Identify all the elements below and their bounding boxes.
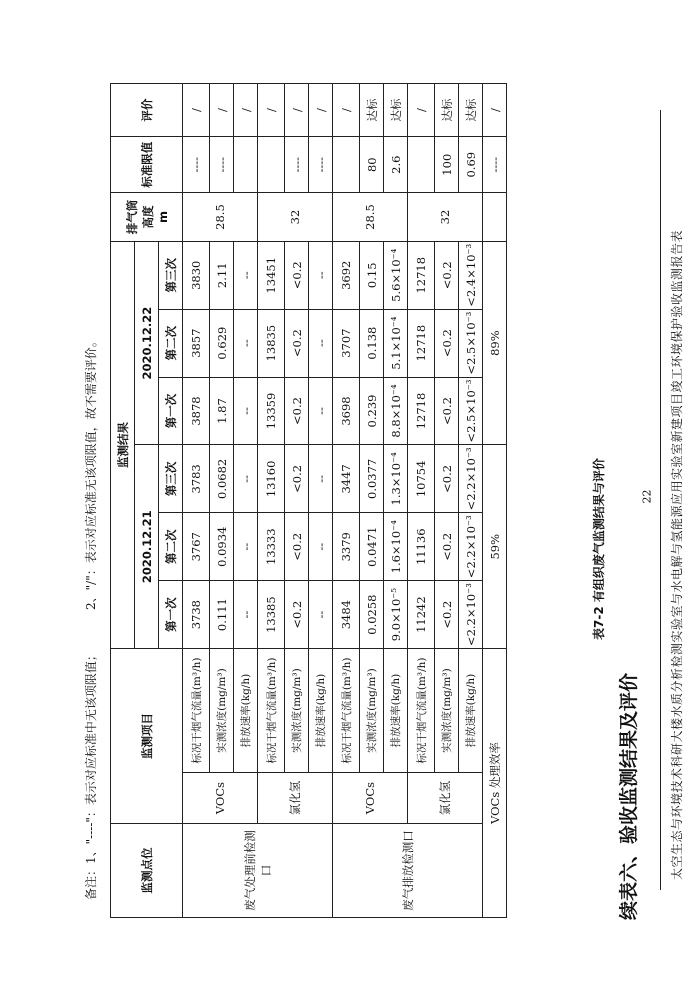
header-run: 第一次 bbox=[159, 581, 183, 649]
header-rule bbox=[660, 110, 661, 890]
header-stack-height: 排气筒高度 m bbox=[111, 193, 183, 242]
stack-height-cell: 32 bbox=[258, 193, 333, 242]
point-cell: 废气处理前检测口 bbox=[183, 824, 333, 918]
pollutant-cell: 氯化氢 bbox=[408, 773, 483, 824]
header-results: 监测结果 bbox=[111, 241, 135, 648]
stack-height-cell: 32 bbox=[408, 193, 483, 242]
pollutant-cell: VOCs bbox=[333, 773, 408, 824]
header-run: 第三次 bbox=[159, 445, 183, 513]
header-evaluation: 评价 bbox=[111, 84, 183, 137]
monitoring-table bbox=[110, 83, 507, 918]
table-caption: 表7-2 有组织废气监测结果与评价 bbox=[592, 458, 606, 640]
header-run: 第一次 bbox=[159, 377, 183, 445]
table-row: 实测浓度(mg/m³) <0.2 <0.2 <0.2 <0.2 <0.2 <0.2 ---- / bbox=[285, 84, 309, 918]
stack-height-cell: 28.5 bbox=[183, 193, 258, 242]
header-date2: 2020.12.22 bbox=[135, 241, 159, 445]
header-point: 监测点位 bbox=[111, 824, 183, 918]
header-run: 第三次 bbox=[159, 241, 183, 309]
efficiency-day2: 89% bbox=[483, 241, 507, 445]
stack-height-cell: 28.5 bbox=[333, 193, 408, 242]
table-row: 实测浓度(mg/m³) 0.0258 0.0471 0.0377 0.239 0.138 0.15 80 达标 bbox=[360, 84, 384, 918]
header-run: 第二次 bbox=[159, 513, 183, 581]
table-row: 排放速率(kg/h) <2.2×10⁻³ <2.2×10⁻³ <2.2×10⁻³ <2.5×10⁻³ <2.5×10⁻³ <2.4×10⁻³ 0.69 达标 bbox=[459, 84, 483, 918]
table-row: 废气处理前检测口 VOCs 标况干烟气流量(m³/h) 3738 3767 3783 3878 3857 3830 28.5 ---- / bbox=[183, 84, 210, 918]
table-row: 排放速率(kg/h) 9.0×10⁻⁵ 1.6×10⁻⁴ 1.3×10⁻⁴ 8.8×10⁻⁴ 5.1×10⁻⁴ 5.6×10⁻⁴ 2.6 达标 bbox=[384, 84, 408, 918]
table-row: 排放速率(kg/h) -- -- -- -- -- -- ---- / bbox=[309, 84, 333, 918]
table-row: 氯化氢 标况干烟气流量(m³/h) 11242 11136 10754 12718 12718 12718 32 / bbox=[408, 84, 435, 918]
report-header: 太空生态与环境技术科研大楼水质分析检测实验室与水电解与氢能源应用实验室新建项目竣工环境保护验收监测报告表 bbox=[670, 229, 684, 880]
table-row: 排放速率(kg/h) -- -- -- -- -- -- / bbox=[234, 84, 258, 918]
efficiency-day1: 59% bbox=[483, 445, 507, 649]
pollutant-cell: 氯化氢 bbox=[258, 773, 333, 824]
note-2: 2、"/"：表示对应标准无该项限值，故不需要评价。 bbox=[84, 335, 98, 610]
header-standard: 标准限值 bbox=[111, 137, 183, 193]
point-cell: 废气排放检测口 bbox=[333, 824, 483, 918]
efficiency-label: VOCs 处理效率 bbox=[483, 649, 507, 918]
efficiency-row: VOCs 处理效率 59% 89% ---- / bbox=[483, 84, 507, 918]
note-1: 备注：1、"----"：表示对应标准中无该项限值； bbox=[84, 649, 98, 900]
page-number: 22 bbox=[640, 489, 654, 504]
table-row: 实测浓度(mg/m³) 0.111 0.0934 0.0682 1.87 0.629 2.11 ---- / bbox=[210, 84, 234, 918]
section-title: 续表六、验收监测结果及评价 bbox=[618, 672, 640, 920]
pollutant-cell: VOCs bbox=[183, 773, 258, 824]
header-date1: 2020.12.21 bbox=[135, 445, 159, 649]
header-run: 第二次 bbox=[159, 309, 183, 377]
table-row: 实测浓度(mg/m³) <0.2 <0.2 <0.2 <0.2 <0.2 <0.2 100 达标 bbox=[435, 84, 459, 918]
header-item: 监测项目 bbox=[111, 649, 183, 824]
table-row: 氯化氢 标况干烟气流量(m³/h) 13385 13333 13160 13359 13835 13451 32 / bbox=[258, 84, 285, 918]
table-row: 废气排放检测口 VOCs 标况干烟气流量(m³/h) 3484 3379 3447 3698 3707 3692 28.5 / bbox=[333, 84, 360, 918]
